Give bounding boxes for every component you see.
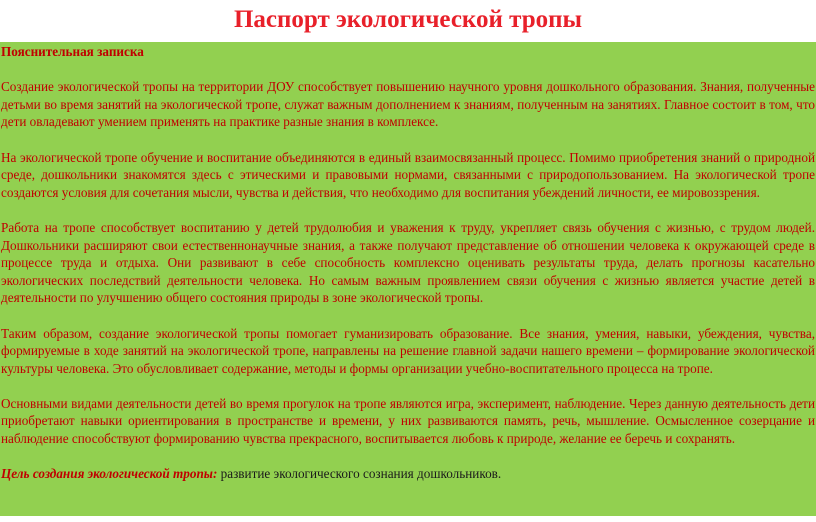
page-title: Паспорт экологической тропы (233, 6, 583, 33)
paragraph-2: На экологической тропе обучение и воспитание объединяются в единый взаимосвязанный процесс. Помимо приобретения знаний о природной среде, дошкольники знакомятся здесь с этическими и правовыми нормами, связанными с природопользованием. На экологической тропе создаются условия для сочетания мысли, чувства и действия, что необходимо для воспитания убеждений личности, ее мировоззрения. (1, 149, 815, 200)
goal-line (1, 465, 815, 483)
goal-text: развитие экологического сознания дошкольников. (217, 466, 502, 482)
paragraph-3: Работа на тропе способствует воспитанию у детей трудолюбия и уважения к труду, укрепляет связь обучения с жизнью, с трудом людей. Дошкольники расширяют свои естественнонаучные знания, а также получают представление об отношении человека к окружающей среде в процессе труда и отдыха. Они развивают в себе способность комплексно оценивать результаты труда, делать прогнозы касательно экологических последствий деятельности человека. Но самым важным проявлением связи обучения с жизнью является участие детей в деятельности по улучшению общего состояния природы в зоне экологической тропы. (1, 219, 815, 306)
content-panel (0, 42, 816, 516)
paragraph-4: Таким образом, создание экологической тропы помогает гуманизировать образование. Все знания, умения, навыки, убеждения, чувства, формируемые в ходе занятий на экологической тропе, направлены на решение главной задачи нашего времени – формирование экологической культуры человека. Это обусловливает содержание, методы и формы организации учебно-воспитательного процесса на тропе. (1, 325, 815, 376)
goal-label: Цель создания экологической тропы: (1, 466, 218, 482)
paragraph-1: Создание экологической тропы на территории ДОУ способствует повышению научного уровня дошкольного образования. Знания, полученные детьми во время занятий на экологической тропе, служат важным дополнением к знаниям, полученным на занятиях. Главное состоит в том, что дети овладевают умением применять на практике разные знания в комплексе. (1, 79, 815, 130)
paragraph-5: Основными видами деятельности детей во время прогулок на тропе являются игра, эксперимент, наблюдение. Через данную деятельность дети приобретают навыки ориентирования в пространстве и времени, у них развиваются память, речь, мышление. Осмысленное созерцание и наблюдение способствуют формированию чувства прекрасного, воспитывается любовь к природе, желание ее беречь и сохранять. (1, 395, 815, 447)
section-heading: Пояснительная записка (1, 44, 144, 59)
